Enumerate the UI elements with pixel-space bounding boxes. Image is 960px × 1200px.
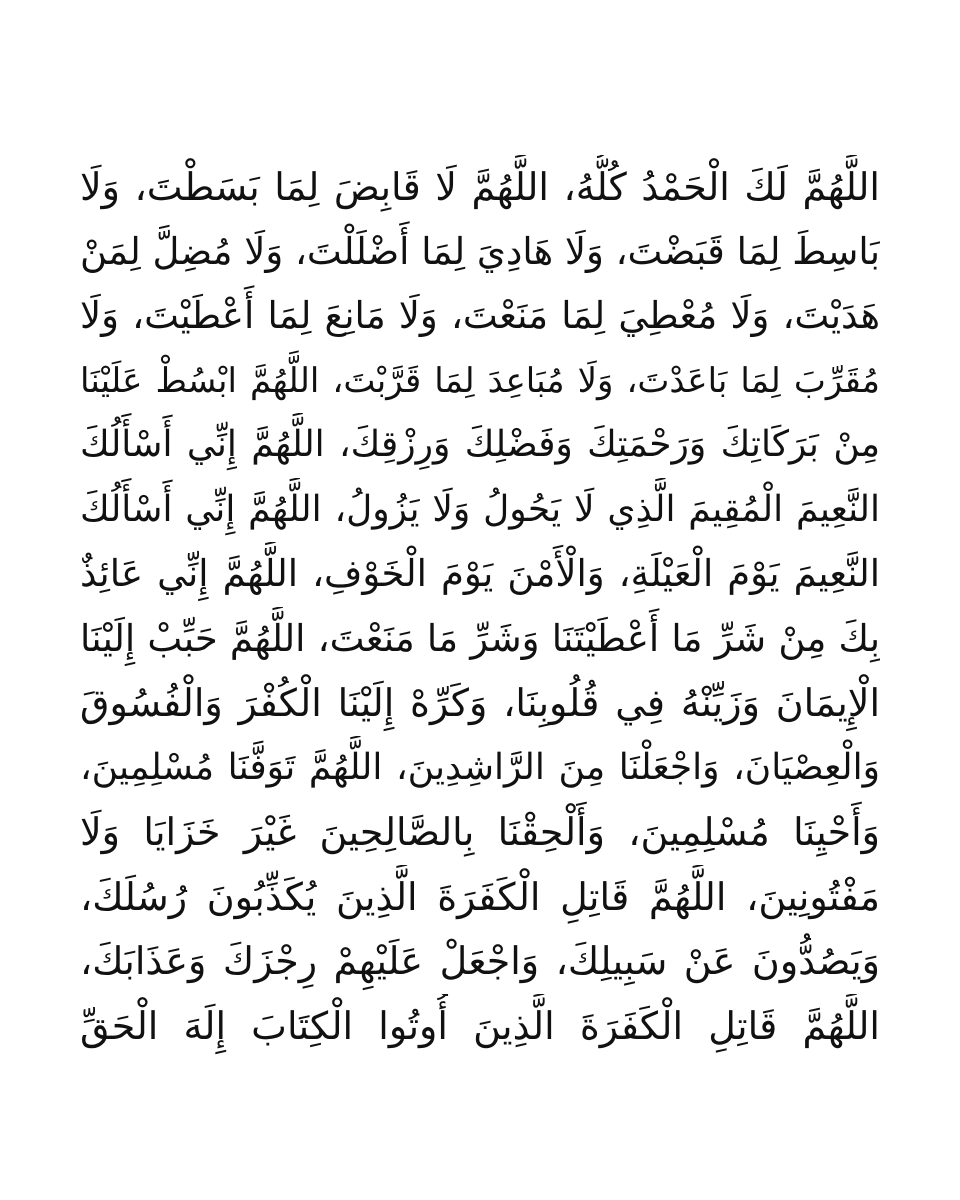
text-line-14: اللَّهُمَّ قَاتِلِ الْكَفَرَةَ الَّذِينَ أُوتُوا الْكِتَابَ إِلَهَ الْحَقِّ <box>80 1003 880 1048</box>
text-line-2: بَاسِطَ لِمَا قَبَضْتَ، وَلَا هَادِيَ لِمَا أَضْلَلْتَ، وَلَا مُضِلَّ لِمَنْ <box>80 229 880 273</box>
text-line-8: بِكَ مِنْ شَرِّ مَا أَعْطَيْتَنَا وَشَرِّ مَا مَنَعْتَ، اللَّهُمَّ حَبِّبْ إِلَيْنَا <box>80 616 880 660</box>
text-line-1: اللَّهُمَّ لَكَ الْحَمْدُ كُلُّهُ، اللَّهُمَّ لَا قَابِضَ لِمَا بَسَطْتَ، وَلَا <box>80 165 880 209</box>
text-line-10: وَالْعِصْيَانَ، وَاجْعَلْنَا مِنَ الرَّاشِدِينَ، اللَّهُمَّ تَوَفَّنَا مُسْلِمِينَ، <box>80 746 880 788</box>
text-line-7: النَّعِيمَ يَوْمَ الْعَيْلَةِ، وَالْأَمْنَ يَوْمَ الْخَوْفِ، اللَّهُمَّ إِنِّي عَائِذٌ <box>80 552 880 595</box>
text-line-4: مُقَرِّبَ لِمَا بَاعَدْتَ، وَلَا مُبَاعِدَ لِمَا قَرَّبْتَ، اللَّهُمَّ ابْسُطْ عَلَيْنَا <box>80 360 880 401</box>
text-line-6: النَّعِيمَ الْمُقِيمَ الَّذِي لَا يَحُولُ وَلَا يَزُولُ، اللَّهُمَّ إِنِّي أَسْأَلُكَ <box>80 488 880 530</box>
dua-text-block <box>80 155 880 1058</box>
text-line-3: هَدَيْتَ، وَلَا مُعْطِيَ لِمَا مَنَعْتَ، وَلَا مَانِعَ لِمَا أَعْطَيْتَ، وَلَا <box>80 294 880 337</box>
text-line-5: مِنْ بَرَكَاتِكَ وَرَحْمَتِكَ وَفَضْلِكَ وَرِزْقِكَ، اللَّهُمَّ إِنِّي أَسْأَلُكَ <box>80 424 880 465</box>
text-line-12: مَفْتُونِينَ، اللَّهُمَّ قَاتِلِ الْكَفَرَةَ الَّذِينَ يُكَذِّبُونَ رُسُلَكَ، <box>80 874 880 919</box>
text-line-13: وَيَصُدُّونَ عَنْ سَبِيلِكَ، وَاجْعَلْ عَلَيْهِمْ رِجْزَكَ وَعَذَابَكَ، <box>80 939 880 983</box>
text-line-11: وَأَحْيِنَا مُسْلِمِينَ، وَأَلْحِقْنَا بِالصَّالِحِينَ غَيْرَ خَزَايَا وَلَا <box>80 810 880 854</box>
text-line-9: الْإِيمَانَ وَزَيِّنْهُ فِي قُلُوبِنَا، وَكَرِّهْ إِلَيْنَا الْكُفْرَ وَالْفُسُوقَ <box>80 681 880 725</box>
